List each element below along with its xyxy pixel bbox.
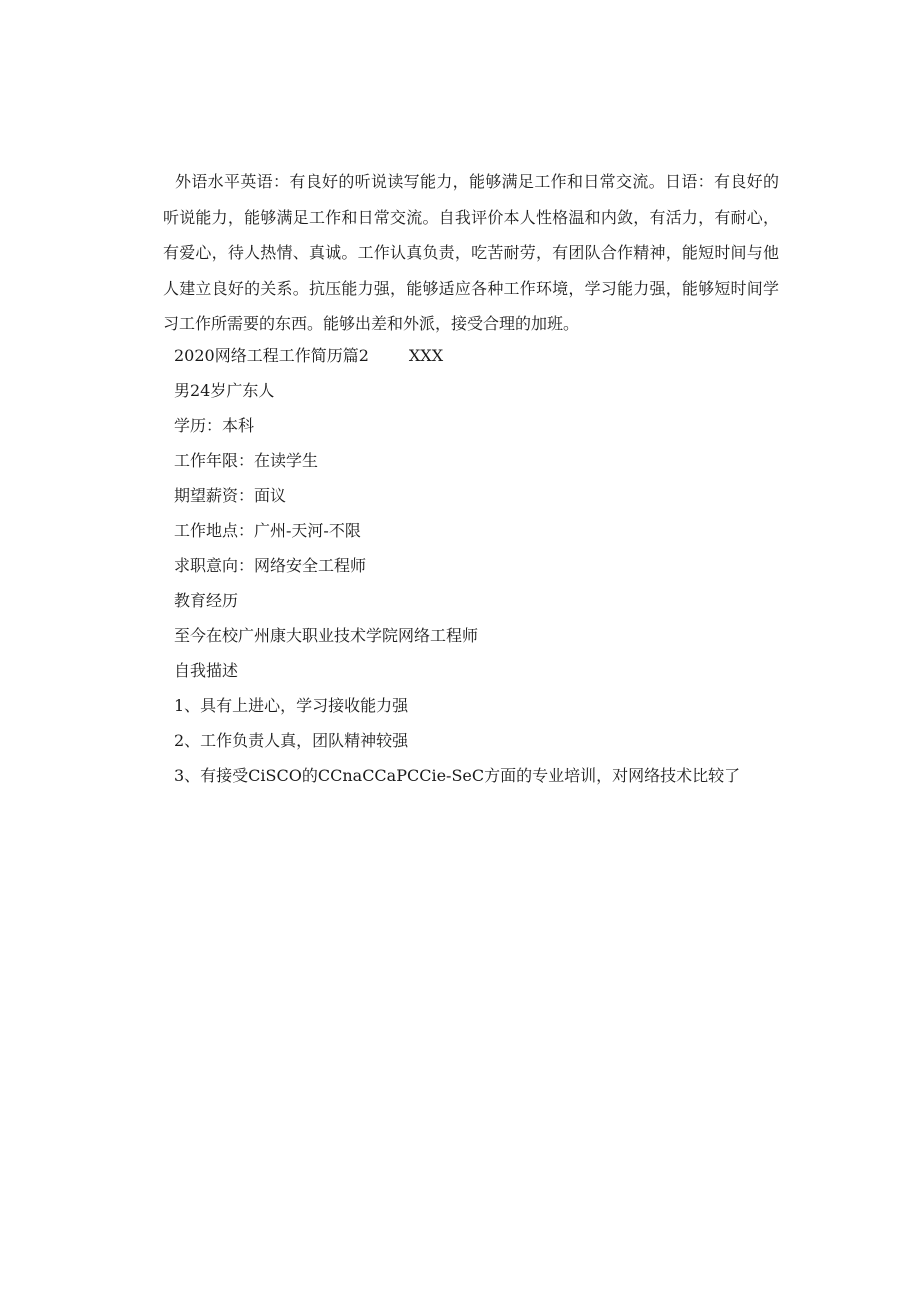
work-years: 工作年限：在读学生 [174,451,319,470]
education-entry: 至今在校广州康大职业技术学院网络工程师 [174,626,479,645]
work-location: 工作地点：广州-天河-不限 [174,521,361,540]
intro-paragraph: 外语水平英语：有良好的听说读写能力，能够满足工作和日常交流。日语：有良好的听说能力，能够满足工作和日常交流。自我评价本人性格温和内敛，有活力，有耐心，有爱心，待人热情、真诚。工作认真负责，吃苦耐劳，有团队合作精神，能短时间与他人建立良好的关系。抗压能力强，能够适应各种工作环境，学习能力强，能够短时间学习工作所需要的东西。能够出差和外派，接受合理的加班。 [163,172,779,333]
self-description-item: 2、工作负责人真，团队精神较强 [174,731,409,750]
education-heading: 教育经历 [174,591,239,610]
self-description-item: 1、具有上进心，学习接收能力强 [174,696,409,715]
basic-info: 男24岁广东人 [174,381,275,400]
job-intention: 求职意向：网络安全工程师 [174,556,367,575]
resume-name: XXX [408,346,444,365]
self-description-heading: 自我描述 [174,661,239,680]
resume-title: 2020网络工程工作简历篇2 [174,346,369,365]
expected-salary: 期望薪资：面议 [174,486,287,505]
resume-title-line [174,345,443,367]
education-level: 学历：本科 [174,416,255,435]
self-description-item: 3、有接受CiSCO的CCnaCCaPCCie-SeC方面的专业培训，对网络技术比较了 [174,766,741,785]
